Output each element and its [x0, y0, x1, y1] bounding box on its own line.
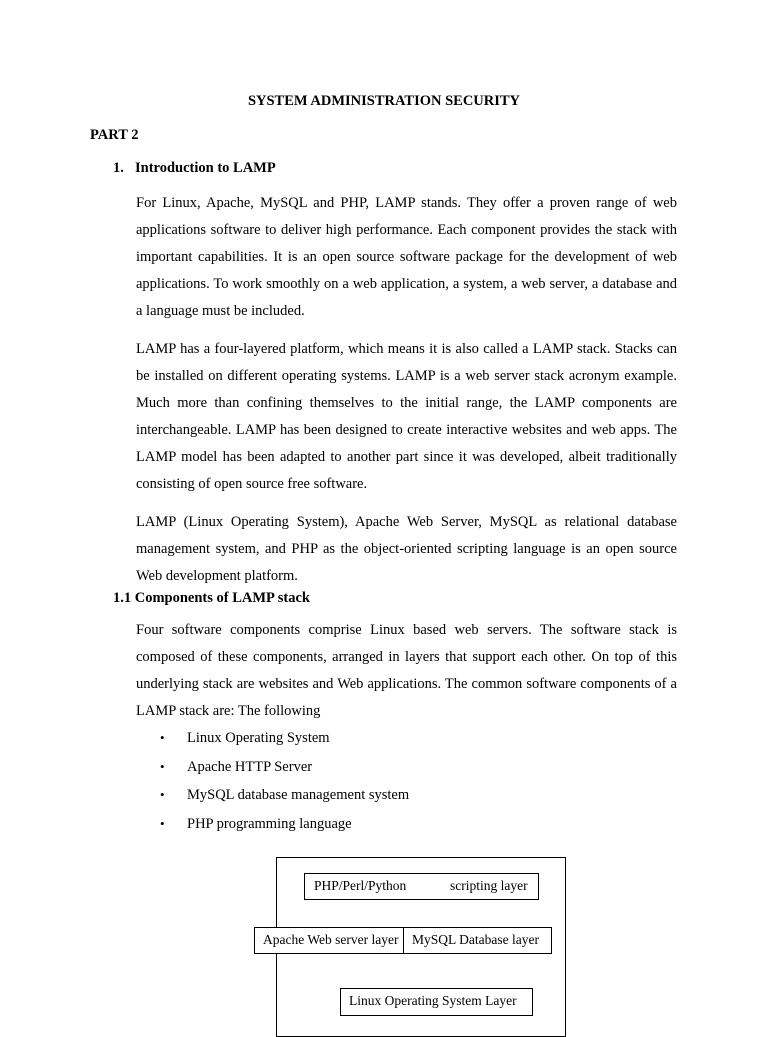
diagram-box-mysql-layer: MySQL Database layer — [403, 927, 552, 954]
paragraph-components: Four software components comprise Linux based web servers. The software stack is composed of these components, arranged in layers that support each other. On top of this underlying stack are websites and Web applications. The common software components of a LAMP stack are: The following — [136, 622, 677, 719]
diagram-box-linux-layer: Linux Operating System Layer — [340, 988, 533, 1016]
scripting-box-label: PHP/Perl/Python — [314, 878, 407, 893]
bullet-icon: • — [160, 787, 165, 802]
section-heading-components: 1.1 Components of LAMP stack — [113, 590, 310, 606]
section-title: Introduction to LAMP — [135, 160, 276, 176]
list-item — [160, 724, 409, 753]
bullet-icon: • — [160, 758, 165, 774]
list-item-text: PHP programming language — [187, 815, 352, 832]
paragraph-intro: For Linux, Apache, MySQL and PHP, LAMP stands. They offer a proven range of web applications software to deliver high performance. Each component provides the stack with important capabilities. It is an open source software package for the development of web applications. To work smoothly on a web application, a system, a web server, a database and a language must be included. — [136, 195, 677, 319]
diagram-box-apache-layer: Apache Web server layer — [254, 927, 404, 954]
document-title: SYSTEM ADMINISTRATION SECURITY — [247, 93, 521, 109]
list-item-text: MySQL database management system — [187, 787, 410, 803]
list-item — [160, 753, 409, 782]
bullet-icon: • — [160, 730, 165, 745]
list-item — [160, 781, 409, 810]
list-item — [160, 810, 409, 839]
diagram-box-scripting-layer — [304, 873, 539, 900]
section-heading-introduction — [113, 160, 276, 177]
part-heading: PART 2 — [90, 127, 139, 143]
list-item-text: Linux Operating System — [187, 730, 330, 746]
bullet-icon: • — [160, 815, 165, 831]
list-item-text: Apache HTTP Server — [187, 758, 313, 775]
paragraph-platform: LAMP (Linux Operating System), Apache Web Server, MySQL as relational database management system, and PHP as the object-oriented scripting language is an open source Web development platform. — [136, 514, 677, 584]
section-number: 1. — [113, 160, 124, 176]
paragraph-four-layered: LAMP has a four-layered platform, which means it is also called a LAMP stack. Stacks can be installed on different operating systems. LAMP is a web server stack acronym example. Much more than confining themselves to the initial range, the LAMP components are interchangeable. LAMP has been designed to create interactive websites and web apps. The LAMP model has been adapted to another part since it was developed, albeit traditionally consisting of open source free software. — [136, 341, 677, 492]
scripting-box-sublabel: scripting layer — [450, 878, 528, 893]
components-list — [160, 724, 409, 838]
